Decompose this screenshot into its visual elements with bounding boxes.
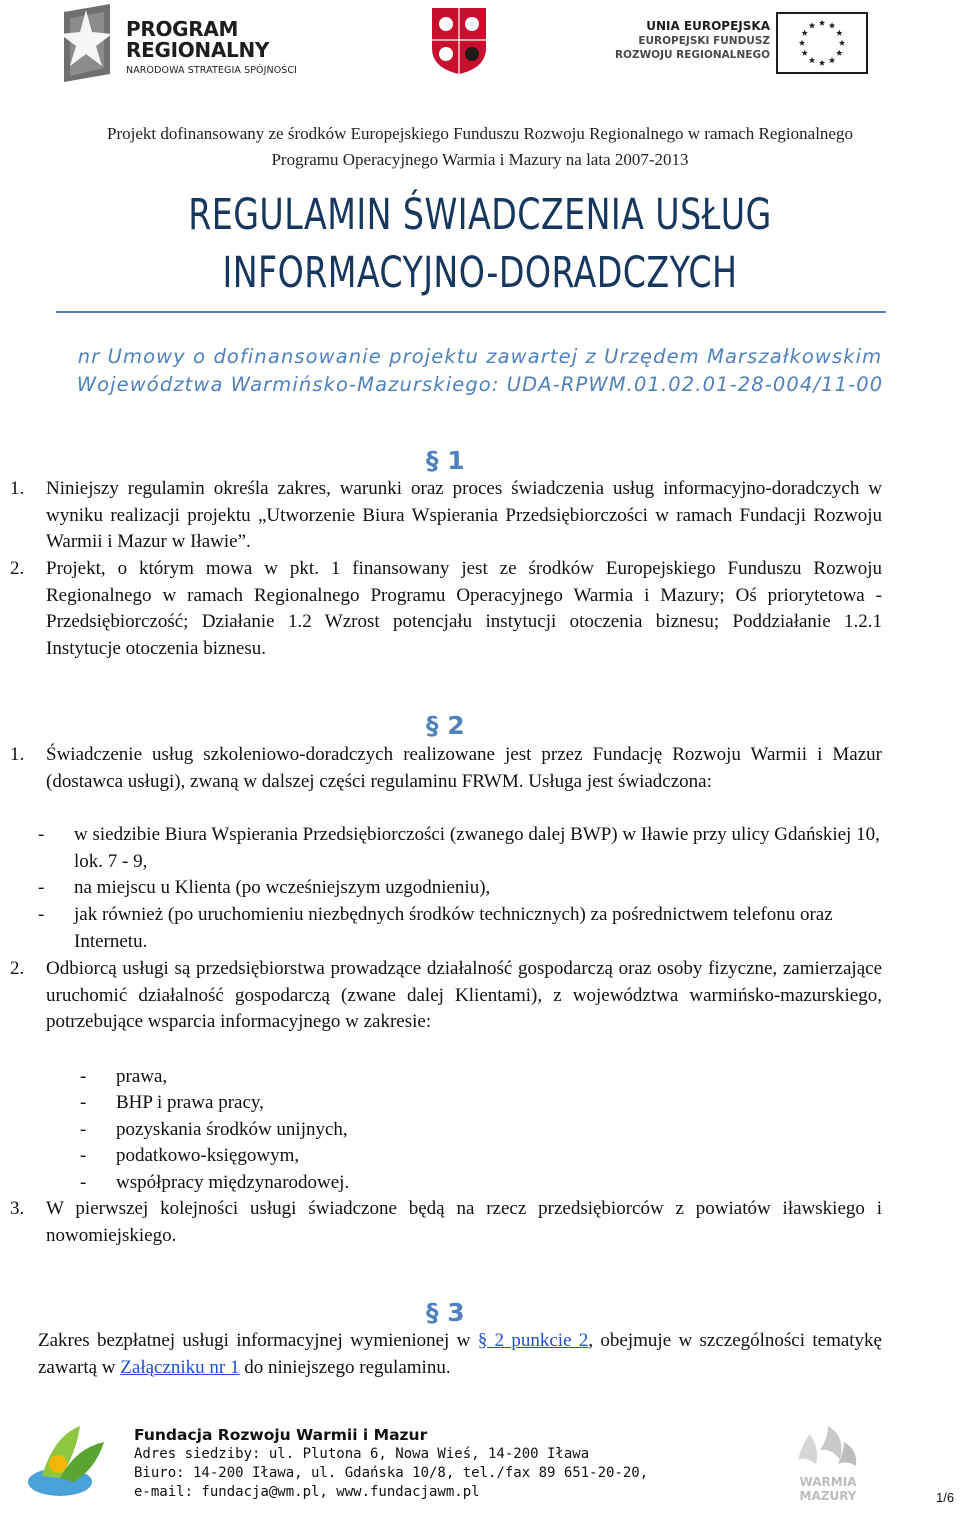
s2-p1-bullet-3-dash: -: [38, 904, 45, 925]
eu-flag-icon: [776, 12, 868, 74]
s2-p1-bullet-2-dash: -: [38, 877, 45, 898]
section-2-heading: § 2: [426, 711, 465, 740]
s2-paragraph-3: W pierwszej kolejności usługi świadczone będą na rzecz przedsiębiorców z powiatów iławskiego i nowomiejskiego.: [46, 1198, 882, 1246]
link-attachment-1[interactable]: Załączniku nr 1: [120, 1356, 240, 1378]
program-logo-subtitle: NARODOWA STRATEGIA SPÓJNOŚCI: [126, 65, 298, 76]
s2-p2-bullet-3-dash: -: [80, 1119, 87, 1140]
s2-p2-bullet-4-dash: -: [80, 1145, 87, 1166]
document-title-line1: REGULAMIN ŚWIADCZENIA USŁUG: [188, 190, 772, 240]
project-note-line2: Programu Operacyjnego Warmia i Mazury na lata 2007-2013: [271, 150, 689, 169]
s2-p3-number: 3.: [10, 1198, 25, 1219]
program-logo-line2: REGIONALNY: [126, 38, 270, 62]
warmia-mazury-logo: [780, 1420, 876, 1508]
s3-paragraph: [38, 1328, 882, 1381]
foundation-logo-icon: [20, 1418, 128, 1502]
s2-p1-bullet-3: jak również (po uruchomieniu niezbędnych środków technicznych) za pośrednictwem telefonu oraz Internetu.: [74, 904, 833, 952]
s2-paragraph-2: Odbiorcą usługi są przedsiębiorstwa prowadzące działalność gospodarczą oraz osoby fizyczne, zamierzające uruchomić działalność gospodarczą (zwane dalej Klientami), z województwa warmińsko-mazurskiego, potrzebujące wsparcia informacyjnego w zakresie:: [46, 958, 882, 1032]
s2-p2-bullet-3: pozyskania środków unijnych,: [116, 1119, 348, 1140]
footer-email-web: e-mail: fundacja@wm.pl, www.fundacjawm.pl: [134, 1484, 480, 1500]
project-funding-note: [0, 121, 960, 173]
s3-text-2: , obejmuje w szczególności tematykę zawartą w: [38, 1330, 882, 1378]
page-number: 1/6: [936, 1490, 955, 1505]
section-1-heading: § 1: [426, 446, 465, 475]
warmia-logo-line2: MAZURY: [799, 1489, 857, 1503]
s2-p2-bullet-4: podatkowo-księgowym,: [116, 1145, 300, 1166]
eu-logo-line3: ROZWOJU REGIONALNEGO: [614, 49, 770, 61]
eu-logo-line1: UNIA EUROPEJSKA: [646, 19, 770, 33]
footer-org-name: Fundacja Rozwoju Warmii i Mazur: [134, 1426, 428, 1444]
coat-of-arms-icon: [430, 6, 488, 76]
s2-p1-bullet-2: na miejscu u Klienta (po wcześniejszym uzgodnieniu),: [74, 877, 491, 898]
s2-paragraph-1: Świadczenie usług szkoleniowo-doradczych realizowane jest przez Fundację Rozwoju Warmii i Mazur (dostawca usługi), zwaną w dalszej części regulaminu FRWM. Usługa jest świadczona:: [46, 744, 882, 792]
document-title-line2: INFORMACYJNO-DORADCZYCH: [222, 248, 738, 298]
s1-paragraph-1: Niniejszy regulamin określa zakres, warunki oraz proces świadczenia usług informacyjno-doradczych w wyniku realizacji projektu „Utworzenie Biura Wspierania Przedsiębiorczości w ramach Fundacji Rozwoju Warmii i Mazur w Iławie”.: [46, 478, 882, 552]
program-regionalny-logo: [52, 0, 322, 86]
s2-p2-bullet-1: prawa,: [116, 1066, 168, 1087]
document-title: [67, 186, 893, 302]
project-note-line1: Projekt dofinansowany ze środków Europejskiego Funduszu Rozwoju Regionalnego w ramach Regionalnego: [107, 124, 853, 143]
s1-paragraph-2: Projekt, o którym mowa w pkt. 1 finansowany jest ze środków Europejskiego Funduszu Rozwoju Regionalnego w ramach Regionalnego Programu Operacyjnego Warmia i Mazury; Oś priorytetowa - Przedsiębiorczość; Działanie 1.2 Wzrost potencjału instytucji otoczenia biznesu; Poddziałanie 1.2.1 Instytucje otoczenia biznesu.: [46, 558, 882, 659]
warmia-logo-line1: WARMIA: [799, 1475, 857, 1489]
contract-ref-line1: nr Umowy o dofinansowanie projektu zawartej z Urzędem Marszałkowskim: [77, 345, 883, 368]
s2-p2-bullet-5-dash: -: [80, 1172, 87, 1193]
s2-p2-bullet-5: współpracy międzynarodowej.: [116, 1172, 350, 1193]
section-3-heading: § 3: [426, 1298, 465, 1327]
s1-p1-number: 1.: [10, 478, 25, 499]
program-star-icon: [56, 4, 114, 82]
footer-office: Biuro: 14-200 Iława, ul. Gdańska 10/8, tel./fax 89 651-20-20,: [134, 1465, 649, 1481]
s2-p2-bullet-2-dash: -: [80, 1092, 87, 1113]
s1-p2-number: 2.: [10, 558, 25, 579]
link-section-2-point-2[interactable]: § 2 punkcie 2: [477, 1330, 589, 1351]
eu-logo-line2: EUROPEJSKI FUNDUSZ: [638, 35, 770, 47]
footer-contact: [134, 1426, 648, 1502]
s3-text-1: Zakres bezpłatnej usługi informacyjnej wymienionej w: [38, 1330, 478, 1351]
contract-reference: [0, 343, 960, 399]
s2-p2-number: 2.: [10, 958, 25, 979]
s2-p1-bullet-1: w siedzibie Biura Wspierania Przedsiębiorczości (zwanego dalej BWP) w Iławie przy ulicy Gdańskiej 10, lok. 7 - 9,: [74, 824, 880, 872]
s2-p2-bullet-1-dash: -: [80, 1066, 87, 1087]
contract-ref-line2: Województwa Warmińsko-Mazurskiego: UDA-RPWM.01.02.01-28-004/11-00: [76, 373, 884, 396]
eu-logo: [606, 12, 866, 74]
footer-address: Adres siedziby: ul. Plutona 6, Nowa Wieś, 14-200 Iława: [134, 1446, 590, 1462]
s2-p2-bullet-2: BHP i prawa pracy,: [116, 1092, 264, 1113]
s2-p1-number: 1.: [10, 744, 25, 765]
title-divider: [56, 311, 886, 313]
s3-text-3: do niniejszego regulaminu.: [239, 1356, 451, 1378]
s2-p1-bullet-1-dash: -: [38, 824, 45, 845]
program-logo-line1: PROGRAM: [126, 17, 239, 41]
